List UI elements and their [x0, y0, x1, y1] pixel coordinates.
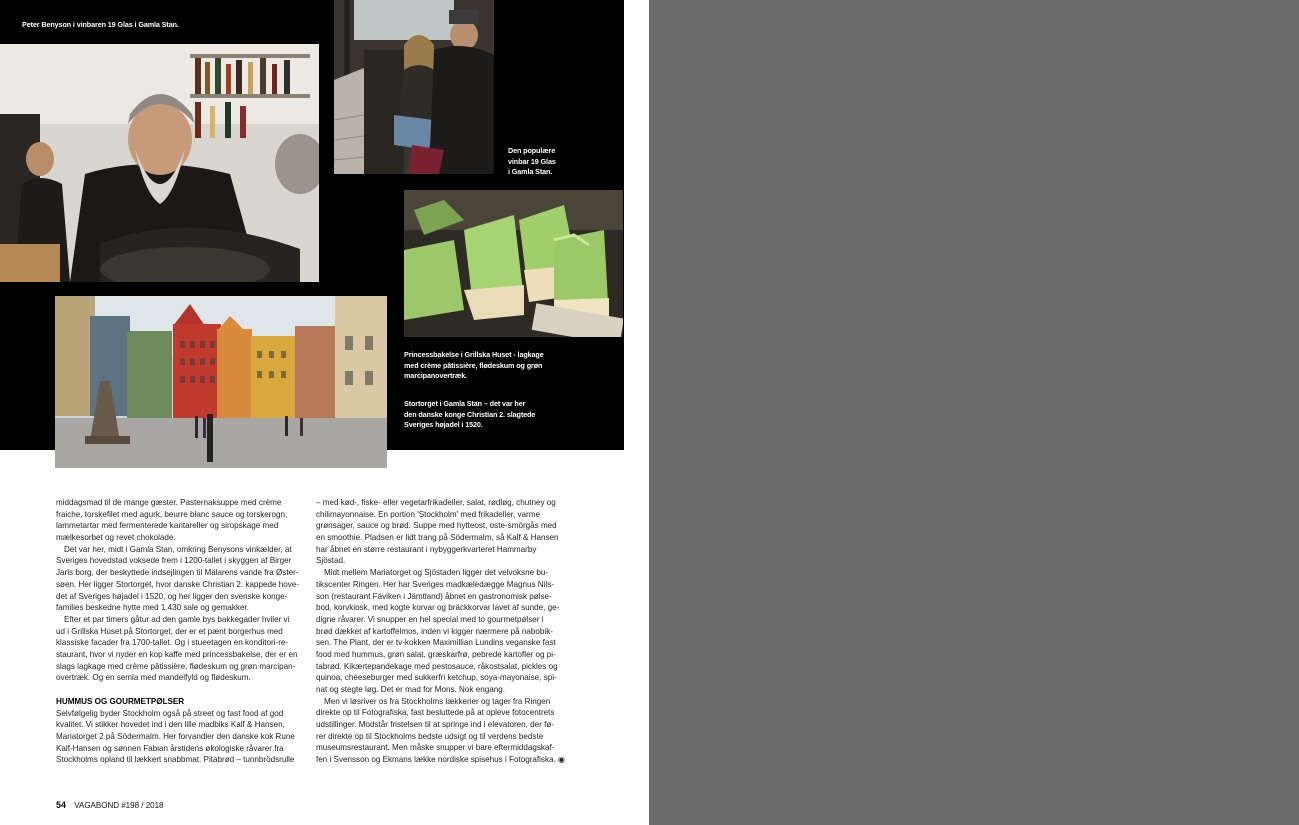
- photo-princessbakelse: [404, 190, 623, 337]
- photo-stortorget: [55, 296, 387, 468]
- text-line: Mariatorget 2 på Södermalm. Her forvandler den danske kok Rune: [56, 732, 295, 742]
- caption-line: med crème pâtissière, flødeskum og grøn: [404, 360, 543, 370]
- text-line: son (restaurant Fäviken i Jämtland) åbnet en gastronomisk pølse-: [316, 591, 552, 601]
- text-line: sen. The Plant, der er tv-kokken Maximillian Lundins veganske fast: [316, 638, 556, 648]
- text-line: rer direkte op til Stockholms bedste udsigt og til verdens bedste: [316, 731, 544, 741]
- article-column-left: [56, 497, 306, 766]
- text-line: har åbnet en større restaurant i nybyggerkvarteret Hammarby: [316, 544, 537, 554]
- text-line: Jarls borg, der beskyttede indsejlingen til Mälarens vande fra Øster-: [56, 568, 299, 578]
- text-line: slags lagkage med crème pâtissière, flødeskum og grøn marcipan-: [56, 661, 296, 671]
- text-line: museumsrestaurant. Men måske snupper vi bare eftermiddagskaf-: [316, 743, 555, 753]
- text-line: families beskedne hytte med 1.430 sale og gemakker.: [56, 603, 250, 613]
- page-number: 54: [56, 800, 67, 810]
- page-folio: [56, 800, 163, 810]
- blank-facing-page: [649, 0, 1299, 825]
- caption-line: Den populære: [508, 146, 556, 155]
- magazine-page: [0, 0, 649, 825]
- text-line: mælkesorbet og revet chokolade.: [56, 533, 176, 543]
- text-line: grønsager, sauce og brød. Suppe med hytteost, oste-smörgås med: [316, 521, 557, 531]
- text-line: overtræk. Og en semla med mandelfyld og flødeskum.: [56, 673, 251, 683]
- text-line: quinoa, cheeseburger med sukkerfri ketchup, soya-mayonaise, spi-: [316, 673, 557, 683]
- text-line: Sjöstad.: [316, 556, 346, 566]
- text-line: tabrød. Kikærtepandekage med pestosauce, råkostsalat, pickles og: [316, 661, 558, 671]
- caption-vinbar: [508, 146, 556, 178]
- text-line: – med kød-, fiske- eller vegetarfrikadeller, salat, rødløg, chutney og: [316, 498, 556, 507]
- caption-line: Sveriges højadel i 1520.: [404, 420, 483, 429]
- text-line: staurant, hvor vi nyder en kop kaffe med princessbakelse, der er en: [56, 649, 298, 659]
- caption-line: i Gamla Stan.: [508, 167, 553, 176]
- caption-line: Peter Benyson i vinbaren 19 Glas i Gamla Stan.: [22, 20, 179, 29]
- caption-line: Princessbakelse i Grillska Huset - lagkage: [404, 350, 544, 359]
- caption-stortorget: [404, 399, 535, 431]
- text-line: tikscenter Ringen. Her har Sveriges madkæledægge Magnus Nils-: [316, 579, 554, 589]
- caption-line: marcipanovertræk.: [404, 371, 468, 380]
- text-line: direkte op til Fotografiska, fast besluttede på at opleve fotocentrets: [316, 708, 555, 718]
- caption-line: vinbar 19 Glas: [508, 156, 556, 166]
- text-line: brød dækket af kartoffelmos, inden vi kigger nærmere på nabobik-: [316, 626, 553, 636]
- text-line: lammetartar med fermenterede kantareller og siropskage med: [56, 521, 279, 531]
- text-line: ud i Grillska Huset på Stortorget, der er et pænt borgerhus med: [56, 626, 283, 636]
- text-line: fen i Svensson og Ekmans lække nordiske spisehus i Fotografiska. ◉: [316, 755, 566, 765]
- text-line: Midt mellem Mariatorget og Sjöstaden ligger det velvoksne bu-: [324, 568, 549, 578]
- text-line: Efter et par timers gåtur ad den gamle bys bakkegader hviler vi: [64, 614, 290, 624]
- photo-peter-benyson: [0, 44, 319, 282]
- text-line: Sveriges hovedstad voksede frem i 1200-tallet i skyggen af Birger: [56, 556, 292, 566]
- caption-line: den danske konge Christian 2. slagtede: [404, 409, 536, 419]
- text-line: Men vi løsriver os fra Stockholms lækkerier og tager fra Ringen: [324, 696, 551, 706]
- text-line: udstillinger. Modstår fristelsen til at springe ind i elevatoren, der fø-: [316, 720, 554, 730]
- text-line: bod, korvkiosk, med kogte korvar og bräckkorvar lavet af sunde, ge-: [316, 603, 560, 613]
- text-line: kvalitet. Vi stikker hovedet ind i den lille madbiks Kalf & Hansen,: [56, 720, 285, 730]
- caption-line: Stortorget i Gamla Stan – det var her: [404, 399, 526, 408]
- text-line: fraiche, torskefilet med agurk, beurre blanc sauce og torskerogn,: [56, 509, 288, 519]
- section-heading: HUMMUS OG GOURMETPØLSER: [56, 697, 185, 706]
- text-line: nat og stegte løg. Det er mad for Mons. Nok engang.: [316, 685, 505, 694]
- text-line: Selvfølgelig byder Stockholm også på street og fast food af god: [56, 708, 284, 718]
- photo-vinbar-19-glas: [334, 0, 494, 174]
- text-line: Det var her, midt i Gamla Stan, omkring Benysons vinkælder, at: [64, 544, 292, 554]
- text-line: klassiske facader fra 1700-tallet. Og i stueetagen en konditori-re-: [56, 638, 289, 648]
- text-line: Kalf-Hansen og sønnen Fabian årstidens økologiske råvarer fra: [56, 743, 284, 753]
- magazine-issue: VAGABOND #198 / 2018: [74, 801, 164, 810]
- caption-peter-benyson: [22, 20, 179, 31]
- text-line: en smoothie. Pladsen er lidt trang på Södermalm, så Kalf & Hansen: [316, 533, 559, 543]
- article-column-right: [316, 497, 566, 766]
- text-line: chilimayonnaise. En portion 'Stockholm' med frikadeller, varme: [316, 509, 540, 519]
- text-line: det af Sveriges højadel i 1520, og her ligger den svenske konge-: [56, 591, 288, 601]
- text-line: digne råvarer. Vi snupper en hel special med to gourmetpølser i: [316, 614, 544, 624]
- text-line: middagsmad til de mange gæster. Pasternaksuppe med crème: [56, 498, 282, 507]
- text-line: food med hummus, grøn salat, græskarfrø, pebrede kartofler og pi-: [316, 649, 556, 659]
- caption-princessbakelse: [404, 350, 544, 382]
- text-line: søen. Her ligger Stortorget, hvor danske Christian 2. kappede hove-: [56, 579, 299, 589]
- text-line: Stockholms opland til lækkert snabbmat. Pitabrød – tunnbrödsrulle: [56, 755, 295, 765]
